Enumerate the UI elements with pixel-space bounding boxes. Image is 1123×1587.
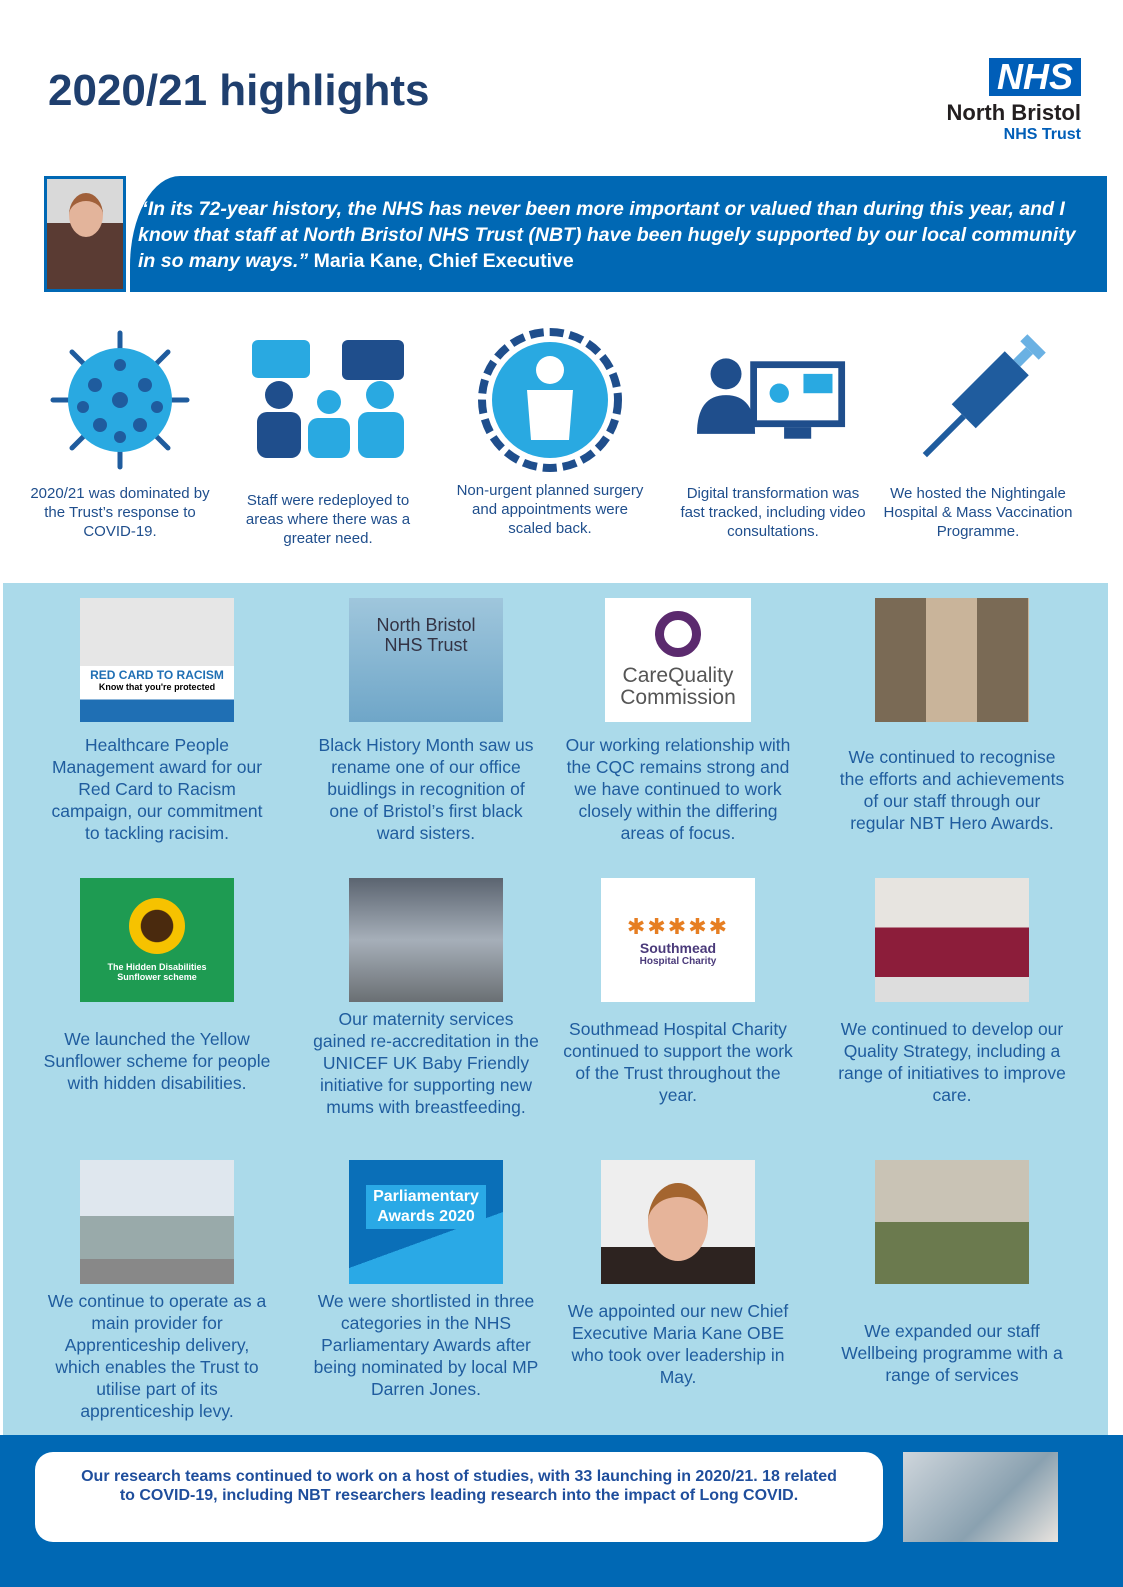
maternity-staff-image	[349, 878, 503, 1002]
research-box: Our research teams continued to work on a host of studies, with 33 launching in 2020/21. 18 related to COVID-19, including NBT researchers leading research into the impact of Long COVID.	[35, 1452, 883, 1542]
red-card-image	[80, 598, 234, 722]
chief-executive-photo	[601, 1160, 755, 1284]
tile-text: We were shortlisted in three categories in the NHS Parliamentary Awards after being nominated by local MP Darren Jones.	[313, 1291, 539, 1399]
tile-text: We continued to recognise the efforts and achievements of our staff through our regular NBT Hero Awards.	[839, 747, 1065, 833]
tile-text: Black History Month saw us rename one of our office buidlings in recognition of one of Bristol’s first black ward sisters.	[318, 735, 534, 843]
tile-text: Our working relationship with the CQC remains strong and we have continued to work closely within the differing areas of focus.	[565, 735, 791, 843]
ceo-quote	[130, 176, 1107, 292]
tile-text: Our maternity services gained re-accreditation in the UNICEF UK Baby Friendly initiative for supporting new mums with breastfeeding.	[313, 1009, 539, 1117]
nhs-mark: NHS	[989, 58, 1081, 96]
highlight-tile	[563, 878, 793, 1106]
tile-text: We continue to operate as a main provider for Apprenticeship delivery, which enables the Trust to utilise part of its apprenticeship levy.	[47, 1291, 267, 1421]
black-history-image	[349, 598, 503, 722]
person-circle-icon	[475, 325, 625, 475]
highlight-tile	[311, 598, 541, 844]
apprentices-image	[80, 1160, 234, 1284]
image-text: CareQuality Commission	[620, 664, 736, 709]
highlight-tile	[837, 878, 1067, 1106]
tile-text: We appointed our new Chief Executive Maria Kane OBE who took over leadership in May.	[567, 1301, 789, 1387]
highlight-tile	[42, 598, 272, 844]
highlight-tile	[837, 1160, 1067, 1386]
highlight-tile	[311, 878, 541, 1118]
highlight-tile	[837, 598, 1067, 834]
image-text: The Hidden Disabilities Sunflower scheme	[107, 962, 207, 982]
southmead-charity-logo: ✱✱✱✱✱ Southmead Hospital Charity	[601, 878, 755, 1002]
image-text: Southmead	[639, 939, 717, 956]
image-text: RED CARD TO RACISM	[90, 668, 224, 682]
tile-text: We launched the Yellow Sunflower scheme for people with hidden disabilities.	[43, 1029, 271, 1093]
people-chat-icon	[252, 325, 407, 475]
sunflower-image	[80, 878, 234, 1002]
trust-name: NHS Trust	[1003, 126, 1081, 143]
tile-text: Southmead Hospital Charity continued to support the work of the Trust throughout the year.	[563, 1019, 793, 1105]
org-name: North Bristol	[946, 100, 1081, 125]
quality-strategy-image	[875, 878, 1029, 1002]
tile-text: Healthcare People Management award for our Red Card to Racism campaign, our commitment to tackling racisim.	[51, 735, 263, 843]
highlight-tile	[42, 878, 272, 1094]
virus-icon	[45, 325, 195, 475]
image-text: North Bristol NHS Trust	[376, 615, 476, 655]
tile-text: We continued to develop our Quality Strategy, including a range of initiatives to improve care.	[838, 1019, 1066, 1105]
icon-caption: 2020/21 was dominated by the Trust’s response to COVID-19.	[30, 485, 210, 540]
hero-awards-collage	[875, 598, 1029, 722]
image-text: Parliamentary Awards 2020	[366, 1185, 486, 1229]
researcher-photo	[903, 1452, 1058, 1542]
video-consultation-icon	[697, 325, 847, 475]
icon-caption: Non-urgent planned surgery and appointments were scaled back.	[456, 482, 644, 537]
icon-caption: We hosted the Nightingale Hospital & Mass Vaccination Programme.	[883, 485, 1073, 540]
image-subtext: Know that you're protected	[98, 682, 216, 692]
highlight-tile	[563, 1160, 793, 1388]
ceo-photo	[44, 176, 126, 292]
syringe-icon	[905, 325, 1055, 475]
highlight-tile	[563, 598, 793, 844]
highlight-tile	[311, 1160, 541, 1400]
highlight-tile	[42, 1160, 272, 1422]
quote-text: “In its 72-year history, the NHS has never been more important or valued than during this year, and I know that staff at North Bristol NHS Trust (NBT) have been hugely supported by our local community in so many ways.”	[138, 198, 1076, 272]
cqc-logo-image	[605, 598, 751, 722]
parliamentary-awards-image	[349, 1160, 503, 1284]
icon-caption: Staff were redeployed to areas where there was a greater need.	[245, 492, 411, 547]
image-subtext: Hospital Charity	[639, 955, 717, 967]
page-title: 2020/21 highlights	[48, 66, 430, 115]
quote-attribution: Maria Kane, Chief Executive	[313, 250, 574, 272]
wellbeing-image	[875, 1160, 1029, 1284]
tile-text: We expanded our staff Wellbeing programme with a range of services	[841, 1321, 1063, 1385]
nhs-logo	[947, 58, 1081, 144]
icon-caption: Digital transformation was fast tracked, including video consultations.	[680, 485, 866, 540]
